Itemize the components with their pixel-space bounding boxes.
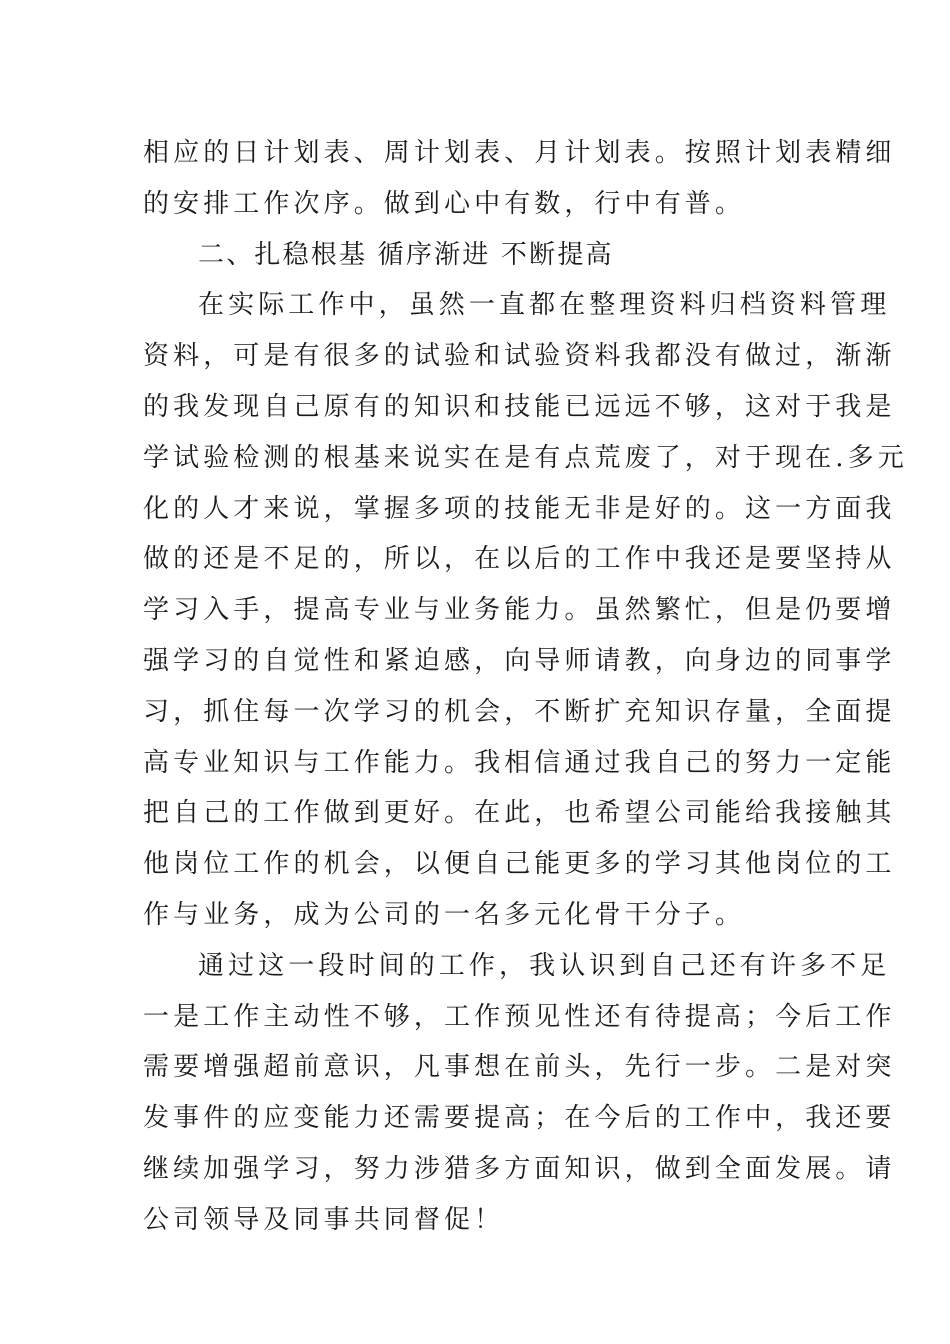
paragraph-line: 把自己的工作做到更好。在此，也希望公司能给我接触其: [143, 798, 896, 829]
paragraph-line: 强学习的自觉性和紧迫感，向导师请教，向身边的同事学: [143, 645, 896, 676]
paragraph-line: 作与业务，成为公司的一名多元化骨干分子。: [143, 899, 746, 930]
paragraph-line: 继续加强学习，努力涉猎多方面知识，做到全面发展。请: [143, 1153, 896, 1184]
paragraph-line: 一是工作主动性不够，工作预见性还有待提高；今后工作: [143, 1001, 896, 1032]
paragraph-line: 在实际工作中，虽然一直都在整理资料归档资料管理: [198, 290, 891, 321]
section-heading: 二、扎稳根基 循序渐进 不断提高: [198, 239, 614, 270]
paragraph-line: 相应的日计划表、周计划表、月计划表。按照计划表精细: [143, 138, 896, 168]
paragraph-line: 的安排工作次序。做到心中有数，行中有普。: [143, 188, 746, 219]
paragraph-line: 的我发现自己原有的知识和技能已远远不够，这对于我是: [143, 391, 896, 422]
document-body: [143, 128, 908, 1246]
paragraph-line: 习，抓住每一次学习的机会，不断扩充知识存量，全面提: [143, 696, 896, 727]
paragraph-line: 学试验检测的根基来说实在是有点荒废了，对于现在.多元: [143, 442, 908, 473]
paragraph-line: 学习入手，提高专业与业务能力。虽然繁忙，但是仍要增: [143, 595, 896, 626]
paragraph-line: 资料，可是有很多的试验和试验资料我都没有做过，渐渐: [143, 341, 896, 372]
paragraph-line: 通过这一段时间的工作，我认识到自己还有许多不足: [198, 950, 891, 981]
paragraph-line: 发事件的应变能力还需要提高；在今后的工作中，我还要: [143, 1103, 896, 1134]
paragraph-line: 需要增强超前意识，凡事想在前头，先行一步。二是对突: [143, 1052, 896, 1083]
paragraph-line: 做的还是不足的，所以，在以后的工作中我还是要坚持从: [143, 544, 896, 575]
paragraph-line: 公司领导及同事共同督促！: [143, 1204, 505, 1235]
paragraph-line: 高专业知识与工作能力。我相信通过我自己的努力一定能: [143, 747, 896, 778]
paragraph-line: 化的人才来说，掌握多项的技能无非是好的。这一方面我: [143, 493, 896, 524]
paragraph-line: 他岗位工作的机会，以便自己能更多的学习其他岗位的工: [143, 849, 896, 880]
